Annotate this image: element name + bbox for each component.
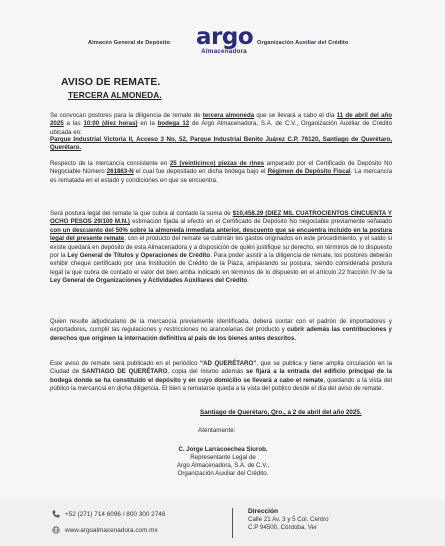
p3-text-3: el cual fue depositado en dicha bodega bajo el [133, 168, 268, 176]
phone-icon [52, 510, 60, 518]
p4-bold-1: $10,458.29 (DIEZ MIL CUATROCIENTOS CINCUENTA Y OCHO PESOS 29/100 M.N.) [50, 210, 392, 226]
warehouse-address: Parque Industrial Victoria II, Acceso 3 No. 52, Parque Industrial Benito Juárez C.P. 76120, Santiago de Querétaro, Querétaro. [50, 136, 392, 152]
p1-text-5: de Argo Almacenadora, S.A. de C.V., Organización Auxiliar de Crédito ubicada en: [50, 120, 393, 136]
p5-bold-1: cubrir además las contribuciones y derechos que originen la internación definitiva al país de los bienes antes descritos. [50, 326, 392, 342]
p1-bold-1: tercera almoneda [202, 112, 255, 119]
p6-text-1: Este aviso de remate será publicado en el periódico [50, 360, 201, 367]
paragraph-adjudicatario [50, 318, 392, 343]
signatory-name: C. Jorge Larracoechea Siurob. [178, 446, 268, 453]
paragraph-address [50, 136, 392, 153]
website-link[interactable]: www.argoalmacenadora.com.mx [65, 526, 158, 534]
p6-bold-2: SANTIAGO DE QUERÉTARO [81, 368, 168, 376]
p3-text-2: amparado por el Certificado de Depósito No Negociable Número [50, 160, 393, 176]
p1-text-1: Se convocan postores para la diligencia de remate de [50, 112, 203, 119]
p3-text-1: Respecto de la mercancía consistente en [50, 160, 170, 167]
notice-date: Santiago de Querétaro, Qro., a 2 de abril del año 2025. [200, 409, 362, 416]
p3-text-4: . La mercancía es rematada en el estado y condiciones en que se encuentra. [50, 168, 392, 184]
footer-web [52, 526, 158, 534]
p5-text-1: Quien resulte adjudicatario de la mercancía previamente identificada, deberá contar con el padrón de importadores y exportadores, cumplir las regulaciones y restricciones no arancelarias del producto y [50, 318, 392, 334]
p4-bold-2: con un descuento del 50% sobre la almoneda inmediata anterior, descuento que se encuentra incluido en la postura legal del presente remate [50, 226, 392, 243]
paragraph-legal-bid [50, 210, 392, 286]
signatory-role-3: Organización Auxiliar del Crédito. [177, 469, 269, 477]
letterhead [0, 20, 445, 66]
header-left-text: Almacén General de Depósito [88, 40, 170, 46]
signatory-role-2: Argo Almacenadora, S.A. de C.V., [176, 461, 270, 469]
argo-logo [196, 26, 252, 55]
closing-atentamente: Atentamente: [198, 427, 236, 434]
p1-bold-3: 10:00 (diez horas) [83, 120, 138, 128]
footer [0, 500, 445, 546]
signature-block [158, 446, 288, 478]
p3-bold-1: 25 (veinticinco) piezas de rines [169, 160, 265, 167]
notice-title: AVISO DE REMATE. [61, 77, 161, 88]
p6-bold-1: “AD QUERÉTARO” [200, 360, 257, 367]
p3-bold-3: Régimen de Depósito Fiscal [267, 168, 351, 176]
p1-bold-2: 11 de abril del año 2025 [50, 112, 393, 128]
footer-phone [52, 510, 165, 518]
globe-icon [52, 526, 60, 534]
p4-text-5: . [247, 277, 249, 285]
p6-bold-3: se fijará a la entrada del edificio principal de la bodega donde se ha constituido el depósito y en cuyo domicilio se llevará a cabo el remate [50, 368, 392, 384]
p4-text-3: , con el producto del remate se cubrirán los gastos originados en este procedimiento, y el saldo si existe quedará en depósito de esta Almacenadora y a disposición de quién justifique su derecho, en términos de lo dispuesto por la [50, 235, 392, 260]
p3-bold-2: 261863-N [106, 168, 134, 176]
paragraph-publication [50, 360, 392, 394]
p4-text-2: estimación fijada al efecto en el Certificado de Depósito No negociable previamente señalado [129, 218, 393, 226]
logo-subtitle: Almacenadora [201, 48, 247, 55]
address-line-1: Calle 21 Av. 3 y 5 Col. Centro [248, 516, 329, 523]
header-right-text: Organización Auxiliar del Crédito [257, 40, 349, 46]
p6-text-4: , quedando a la vista del público la mercancía en dicha diligencia. El bien a rematarse queda a la vista del público desde el día del aviso de remate. [50, 376, 392, 393]
p1-bold-4: bodega 12 [157, 120, 190, 128]
p6-text-2: , que se publica y tiene amplia circulación en la Ciudad de [50, 360, 392, 376]
p4-bold-4: Ley General de Organizaciones y Actividades Auxiliares del Crédito [50, 277, 248, 285]
p4-text-1: Será postura legal del remate la que cubra al contado la suma de [50, 210, 233, 217]
footer-divider [232, 508, 233, 538]
p1-text-3: a las [63, 120, 84, 128]
notice-subtitle: TERCERA ALMONEDA. [68, 90, 162, 100]
logo-word: argo [196, 24, 254, 50]
p1-text-2: que se llevará a cabo el día [254, 112, 337, 119]
paragraph-merchandise [50, 160, 392, 185]
signatory-role-1: Representante Legal de [190, 453, 256, 461]
address-heading: Dirección [248, 508, 279, 515]
p4-bold-3: Ley General de Títulos y Operaciones de Crédito [67, 252, 211, 260]
p6-text-3: , copia del mismo además [167, 368, 247, 376]
p4-text-4: . Para poder asistir a la diligencia de remate, los postores deberán exhibir cheque certificado por una Institución de Crédito de la Plaza, amparando su postura, siendo considerada postura legal la que cubra de contado el valor del bien arriba indicado en términos de lo dispuesto en el artículo 22 fracción IV de la [50, 252, 392, 276]
address-line-2: C.P 94500, Córdoba, Ver [248, 524, 318, 531]
p1-text-4: en la [137, 120, 158, 128]
footer-address [248, 508, 329, 532]
phone-numbers: +52 (271) 714 6096 / 800 300 2746 [65, 510, 166, 518]
paragraph-convocation [50, 112, 392, 137]
